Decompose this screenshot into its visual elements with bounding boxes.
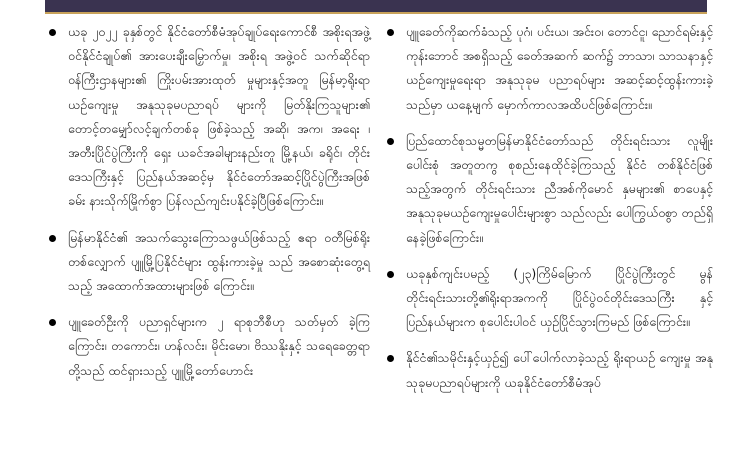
bullet-dot-icon [387, 271, 394, 278]
bullet-item [40, 310, 370, 383]
paragraph-text: ယခု ၂၀၂၂ ခုနှစ်တွင် နိုင်ငံတော်စီမံအုပ်ချုပ်ရေးကောင်စီ အစိုးရအဖွဲ့ဝင်နိုင်ငံချုပ်၏ အားပေးချီးမြှောက်မှု၊ အစိုးရ အဖွဲ့ဝင် သက်ဆိုင်ရာဝန်ကြီးဌာနများ၏ ကြိုးပမ်းအားထုတ် မှုများနှင့်အတူ မြန်မာ့ရိုးရာယဉ်ကျေးမှု အနုသုခုမပညာရပ် များကို မြတ်နိုးကြသူများ၏ တောင့်တမျှော်လင့်ချက်တစ်ခု ဖြစ်ခဲ့သည့် အဆို၊ အက၊ အရေး ၊ အတီးပြိုင်ပွဲကြီးကို ရှေး ယခင်အခါများနည်းတူ မြို့နယ်၊ ခရိုင်၊ တိုင်းဒေသကြီးနှင့် ပြည်နယ်အဆင့်မှ နိုင်ငံတော်အဆင့်ပြိုင်ပွဲကြီးအဖြစ် ခမ်း နားသိုက်မြိုက်စွာ ပြန်လည်ကျင်းပနိုင်ခဲ့ပြီဖြစ်ကြောင်း။ [68, 24, 370, 209]
bullet-item [40, 226, 370, 299]
bullet-dot-icon [49, 29, 56, 36]
paragraph-text: ယခုနှစ်ကျင်းပမည့် (၂၃)ကြိမ်မြောက် ပြိုင်ပွဲကြီးတွင် မွန် တိုင်းရင်းသားတို့၏ရိုးရာအကကို ပြိုင်ပွဲဝင်တိုင်းဒေသကြီး နှင့် ပြည်နယ်များက စုပေါင်းပါဝင် ယှဉ်ပြိုင်သွားကြမည် ဖြစ်ကြောင်း။ [406, 265, 713, 330]
paragraph-text: ပြည်ထောင်စုသမ္မတမြန်မာနိုင်ငံတော်သည် တိုင်းရင်းသား လူမျိုးပေါင်းစုံ အတူတကွ စုစည်းနေထိုင်ခဲ့ကြသည့် နိုင်ငံ တစ်နိုင်ငံဖြစ်သည့်အတွက် တိုင်းရင်းသား ညီအစ်ကိုမောင် နှမများ၏ စာပေနှင့် အနုသုခုမယဉ်ကျေးမှုပေါင်းများစွာ သည်လည်း ပေါကြွယ်ဝစွာ တည်ရှိနေခဲ့ဖြစ်ကြောင်း။ [406, 132, 713, 245]
bullet-item [378, 20, 713, 117]
bullet-dot-icon [49, 235, 56, 242]
bullet-dot-icon [387, 138, 394, 145]
right-column [378, 20, 713, 407]
bullet-item [378, 262, 713, 335]
bullet-dot-icon [49, 319, 56, 326]
paragraph-text: ပျူခေတ်ကိုဆက်ခံသည့် ပုဂံ၊ ပင်းယ၊ အင်းဝ၊ တောင်ငူ၊ ညောင်ရမ်းနှင့် ကုန်းဘောင် အစရှိသည့် ခေတ်အဆက် ဆက်၌ ဘာသာ၊ သာသနာနှင့် ယဉ်ကျေးမှုရေးရာ အနုသုခုမ ပညာရပ်များ အဆင့်ဆင့်ထွန်းကားခဲ့သည်မှာ ယနေ့မျက် မှောက်ကာလအထိပင်ဖြစ်ကြောင်း။ [406, 24, 713, 112]
bullet-item [40, 20, 370, 214]
bullet-dot-icon [387, 355, 394, 362]
bullet-dot-icon [387, 29, 394, 36]
paragraph-text: မြန်မာနိုင်ငံ၏ အသက်သွေးကြောသဖွယ်ဖြစ်သည့် ဧရာ ဝတီမြစ်ရိုးတစ်လျှောက် ပျူမြို့ပြနိုင်ငံများ ထွန်းကားခဲ့မှု သည် အစောဆုံးတွေ့ရသည့် အထောက်အထားများဖြစ် ကြောင်း။ [68, 229, 370, 294]
header-photo-strip [45, 0, 707, 14]
paragraph-text: ပျူခေတ်ဦးကို ပညာရှင်များက ၂ ရာစုဘီစီဟု သတ်မှတ် ခဲ့ကြကြောင်း၊ တကောင်း၊ ဟန်လင်း၊ မိုင်းမော၊ ဗိဿနိုးနှင့် သရေခေတ္တရာတို့သည် ထင်ရှားသည့် ပျူမြို့တော်ဟောင်း [68, 314, 370, 378]
bullet-item [378, 346, 713, 394]
bullet-item [378, 129, 713, 250]
left-column [40, 20, 370, 395]
paragraph-text: နိုင်ငံ၏သမိုင်းနှင့်ယှဉ်၍ ပေါ်ပေါက်လာခဲ့သည့် ရိုးရာယဉ် ကျေးမှု အနုသုခုမပညာရပ်များကို ယခုနိုင်ငံတော်စီမံအုပ် [406, 350, 713, 390]
